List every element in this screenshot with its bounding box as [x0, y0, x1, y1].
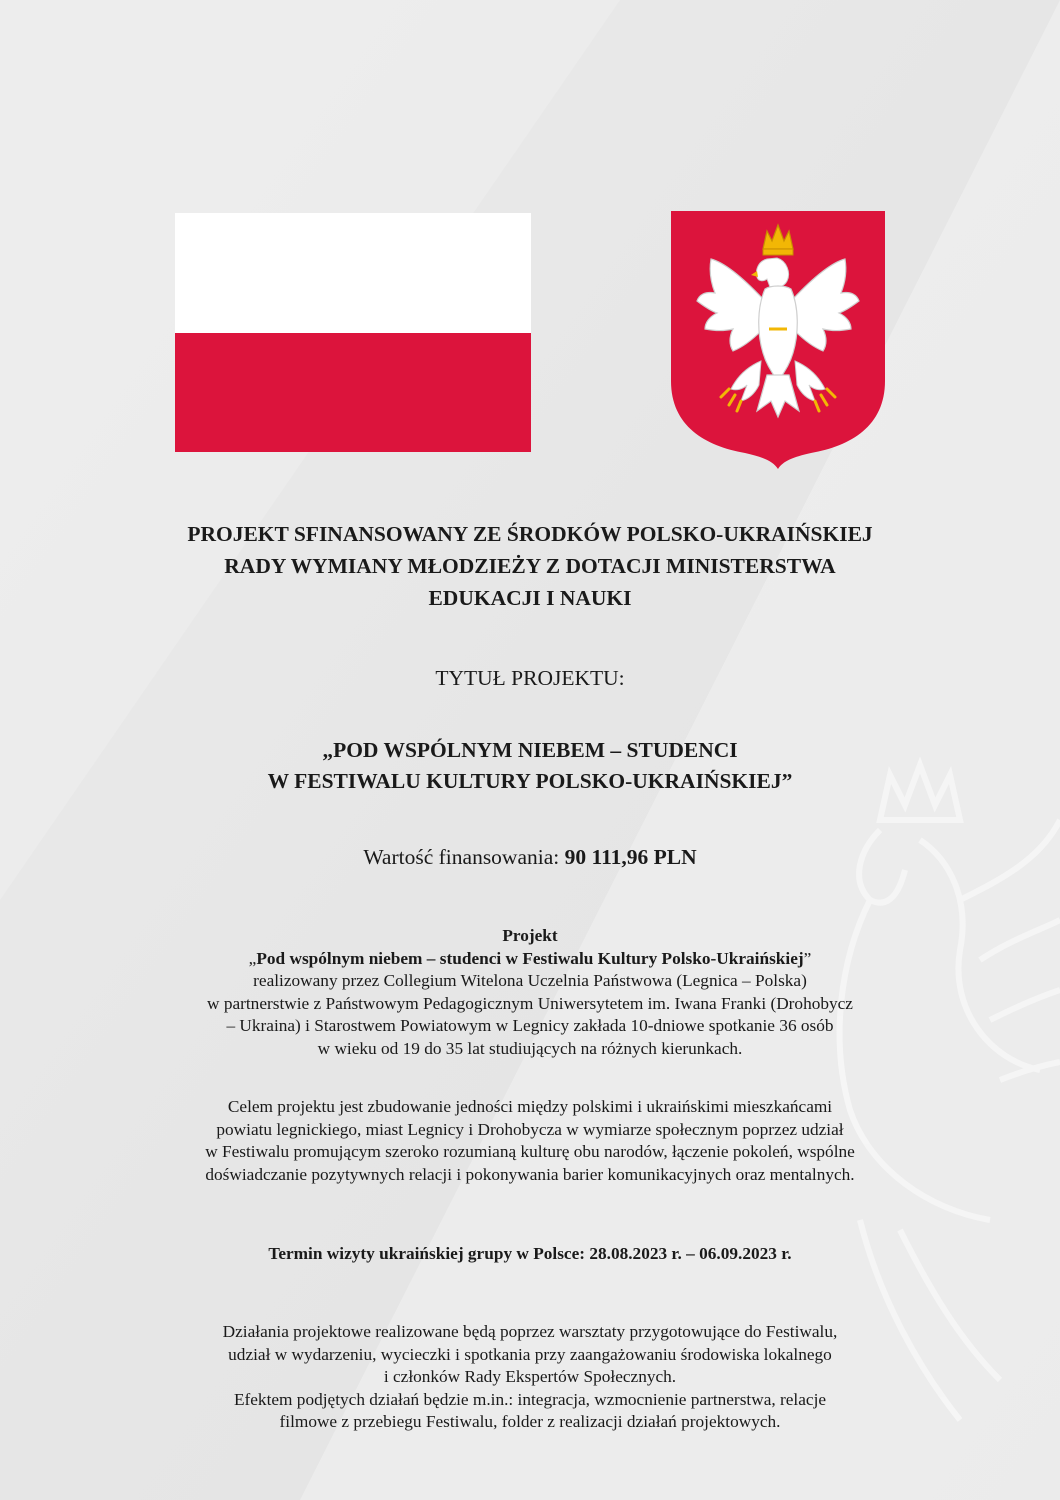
visit-dates: Termin wizyty ukraińskiej grupy w Polsce: 28.08.2023 r. – 06.09.2023 r. [268, 1244, 792, 1263]
polish-flag [175, 213, 531, 452]
project-title-line: „POD WSPÓLNYM NIEBEM – STUDENCI [322, 738, 738, 762]
funding-heading-line: RADY WYMIANY MŁODZIEŻY Z DOTACJI MINISTERSTWA [224, 554, 836, 578]
description-line: w wieku od 19 do 35 lat studiujących na różnych kierunkach. [317, 1038, 743, 1058]
funding-heading-line: EDUKACJI I NAUKI [428, 586, 632, 610]
goal-line: w Festiwalu promującym szeroko rozumianą kulturę obu narodów, łączenie pokoleń, wspólne [205, 1142, 855, 1162]
funding-label: Wartość finansowania: [363, 845, 565, 869]
white-eagle-coat-of-arms-icon [671, 211, 885, 469]
goal-line: powiatu legnickiego, miast Legnicy i Drohobycza w wymiarze społecznym poprzez udział [216, 1119, 844, 1139]
actions-line: i członków Rady Ekspertów Społecznych. [383, 1367, 677, 1387]
description-line: realizowany przez Collegium Witelona Uczelnia Państwowa (Legnica – Polska) [253, 971, 807, 991]
description-label: Projekt [502, 926, 558, 945]
funding-value-row [0, 842, 1060, 872]
actions-line: filmowe z przebiegu Festiwalu, folder z realizacji działań projektowych. [279, 1412, 781, 1432]
funding-heading [0, 518, 1060, 614]
flag-red-stripe [175, 333, 531, 453]
project-description [0, 925, 1060, 1061]
project-goal [0, 1096, 1060, 1186]
description-line: w partnerstwie z Państwowym Pedagogicznym Uniwersytetem im. Iwana Franki (Drohobycz [207, 993, 853, 1013]
project-title-label: TYTUŁ PROJEKTU: [435, 666, 625, 690]
actions-line: Działania projektowe realizowane będą poprzez warsztaty przygotowujące do Festiwalu, [222, 1322, 838, 1341]
description-line: – Ukraina) i Starostwem Powiatowym w Legnicy zakłada 10-dniowe spotkanie 36 osób [226, 1016, 834, 1036]
flag-white-stripe [175, 213, 531, 333]
quote-close: ” [803, 948, 812, 968]
actions-line: udział w wydarzeniu, wycieczki i spotkania przy zaangażowaniu środowiska lokalnego [228, 1344, 832, 1364]
goal-line: Celem projektu jest zbudowanie jedności między polskimi i ukraińskimi mieszkańcami [227, 1097, 833, 1116]
quote-open: „ [248, 948, 257, 968]
funding-heading-line: PROJEKT SFINANSOWANY ZE ŚRODKÓW POLSKO-UKRAIŃSKIEJ [187, 522, 873, 546]
goal-line: doświadczanie pozytywnych relacji i pokonywania barier komunikacyjnych oraz mentalnych. [205, 1164, 855, 1184]
project-actions [0, 1321, 1060, 1434]
project-title [0, 735, 1060, 797]
project-title-line: W FESTIWALU KULTURY POLSKO-UKRAIŃSKIEJ” [267, 769, 793, 793]
description-project-name: Pod wspólnym niebem – studenci w Festiwalu Kultury Polsko-Ukraińskiej [256, 948, 804, 968]
description-project-name-line [0, 948, 1060, 971]
actions-line: Efektem podjętych działań będzie m.in.: integracja, wzmocnienie partnerstwa, relacje [233, 1389, 827, 1409]
funding-amount: 90 111,96 PLN [564, 845, 697, 869]
